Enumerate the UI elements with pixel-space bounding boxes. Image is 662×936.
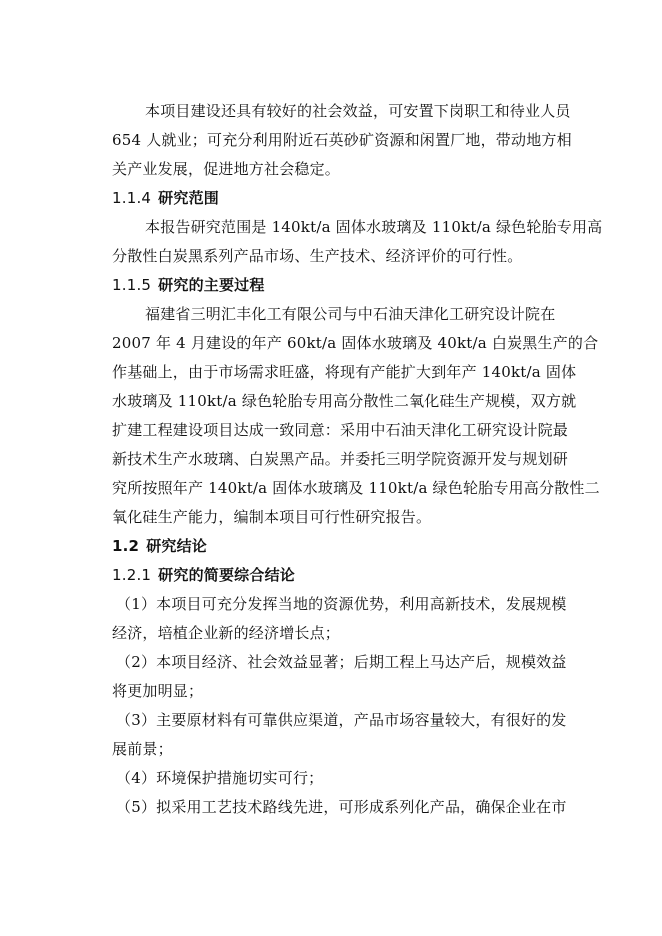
section-heading-1-1-4 [112,188,219,208]
section-title: 研究范围 [158,189,219,207]
list-item-line: （3）主要原材料有可靠供应渠道，产品市场容量较大，有很好的发 [116,711,567,729]
paragraph-line: 654 人就业；可充分利用附近石英砂矿资源和闲置厂地，带动地方相 [112,131,572,149]
section-title: 研究的简要综合结论 [158,566,295,584]
section-heading-1-2-1 [112,565,295,585]
paragraph-line: 关产业发展，促进地方社会稳定。 [112,160,341,178]
paragraph-line: 新技术生产水玻璃、白炭黑产品。并委托三明学院资源开发与规划研 [112,450,569,468]
paragraph-line: 氧化硅生产能力，编制本项目可行性研究报告。 [112,508,432,526]
section-heading-1-1-5 [112,275,265,295]
section-number: 1.2.1 [112,566,152,584]
list-item-line: 经济，培植企业新的经济增长点； [112,624,341,642]
paragraph-line: 本报告研究范围是 140kt/a 固体水玻璃及 110kt/a 绿色轮胎专用高 [145,218,603,236]
paragraph-line: 作基础上，由于市场需求旺盛，将现有产能扩大到年产 140kt/a 固体 [112,363,577,381]
section-number: 1.2 [112,537,140,555]
section-number: 1.1.4 [112,189,152,207]
section-title: 研究的主要过程 [158,276,265,294]
list-item-line: （5）拟采用工艺技术路线先进，可形成系列化产品，确保企业在市 [116,798,567,816]
list-item-line: （2）本项目经济、社会效益显著；后期工程上马达产后，规模效益 [116,653,567,671]
section-title: 研究结论 [146,537,207,555]
section-number: 1.1.5 [112,276,152,294]
paragraph-line: 究所按照年产 140kt/a 固体水玻璃及 110kt/a 绿色轮胎专用高分散性二 [112,479,600,497]
list-item-line: （4）环境保护措施切实可行； [116,769,324,787]
paragraph-line: 福建省三明汇丰化工有限公司与中石油天津化工研究设计院在 [145,305,556,323]
list-item-line: 将更加明显； [112,682,204,700]
paragraph-line: 分散性白炭黑系列产品市场、生产技术、经济评价的可行性。 [112,247,523,265]
section-heading-1-2 [112,536,207,556]
paragraph-line: 2007 年 4 月建设的年产 60kt/a 固体水玻璃及 40kt/a 白炭黑生产的合 [112,334,599,352]
paragraph-line: 本项目建设还具有较好的社会效益，可安置下岗职工和待业人员 [145,102,571,120]
paragraph-line: 扩建工程建设项目达成一致同意：采用中石油天津化工研究设计院最 [112,421,569,439]
paragraph-line: 水玻璃及 110kt/a 绿色轮胎专用高分散性二氧化硅生产规模，双方就 [112,392,577,410]
list-item-line: 展前景； [112,740,173,758]
list-item-line: （1）本项目可充分发挥当地的资源优势，利用高新技术，发展规模 [116,595,567,613]
